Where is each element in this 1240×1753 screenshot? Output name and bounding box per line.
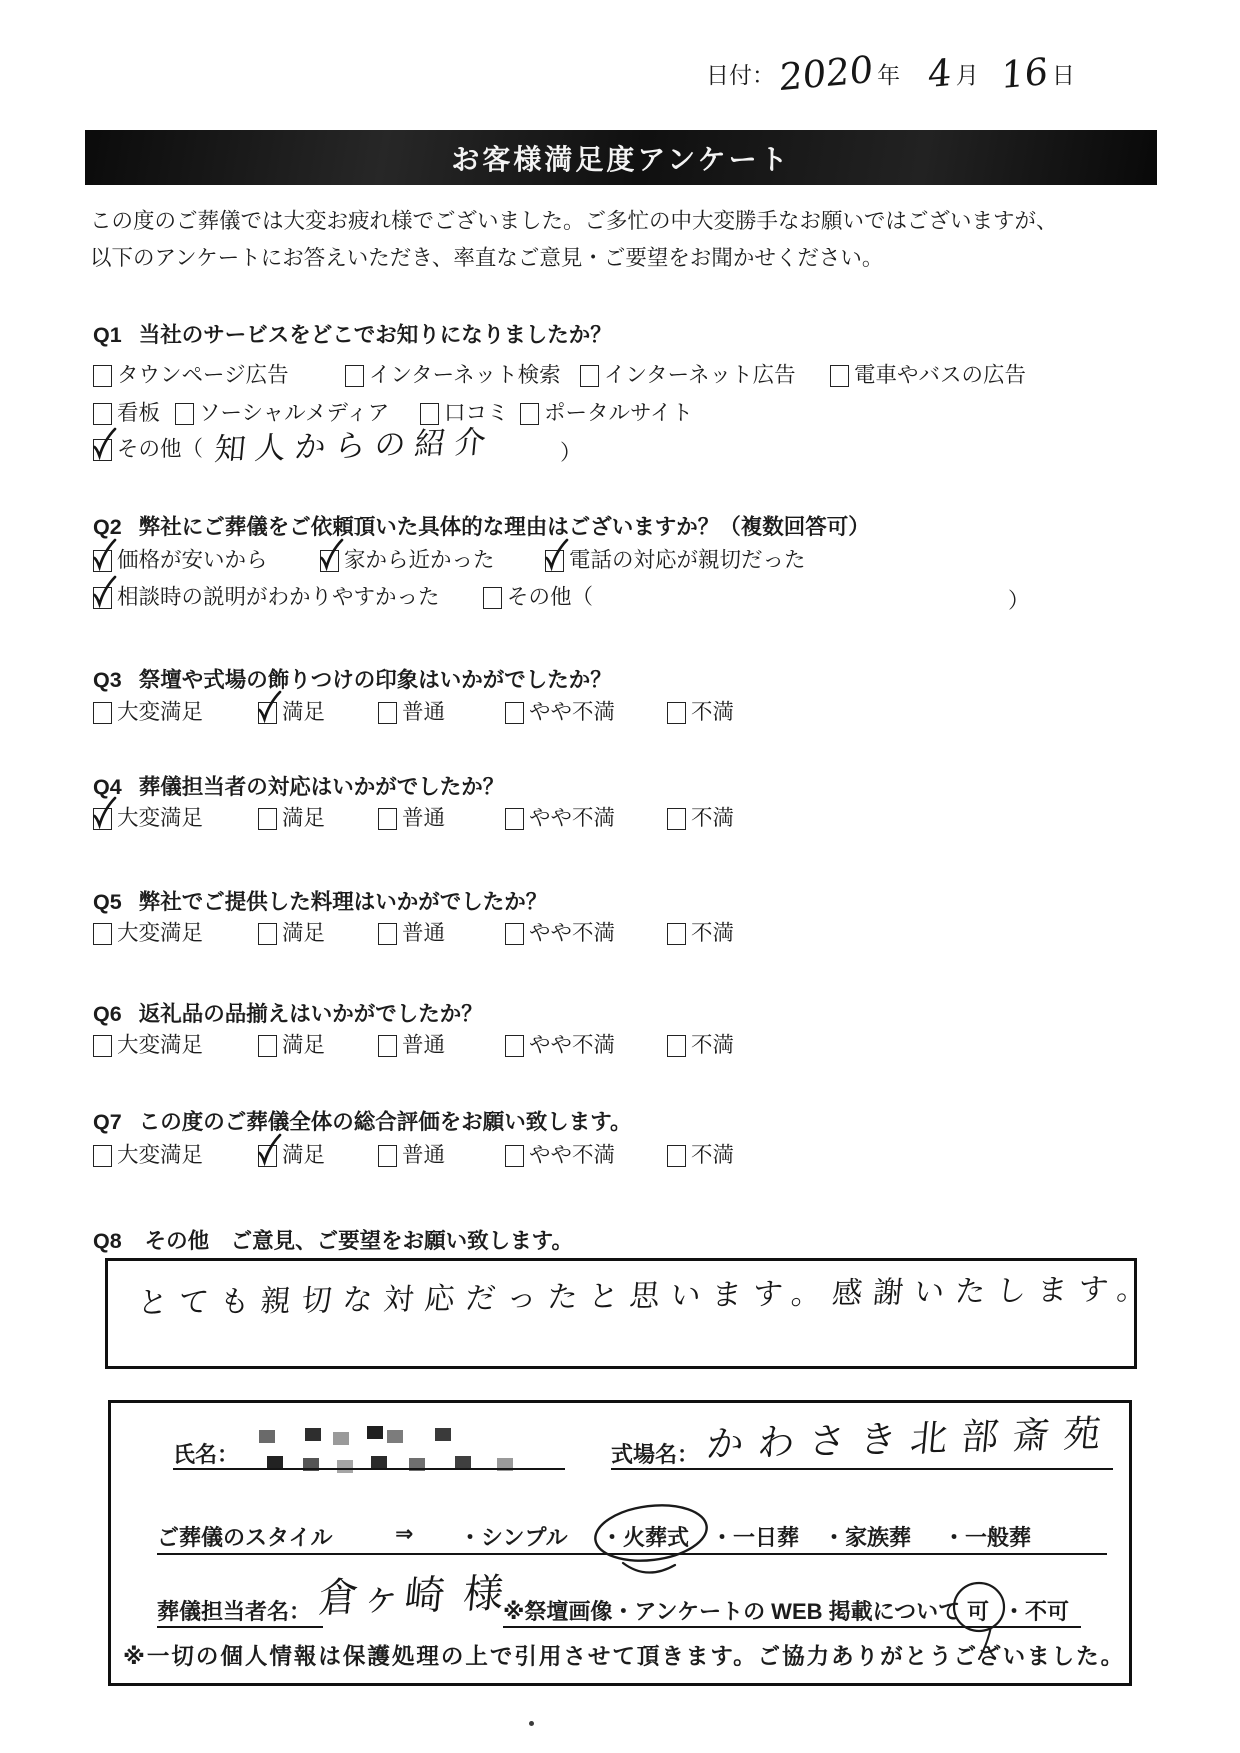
option-label: 看板 bbox=[117, 401, 161, 425]
checkbox-option bbox=[258, 699, 325, 725]
option-label: ソーシャルメディア bbox=[199, 401, 390, 425]
option-label: 大変満足 bbox=[117, 921, 204, 945]
checkbox[interactable] bbox=[93, 808, 112, 830]
option-label: 価格が安いから bbox=[117, 548, 268, 572]
checkbox[interactable] bbox=[258, 923, 277, 945]
style-option-simple[interactable]: ・シンプル bbox=[459, 1525, 568, 1550]
question-number: Q8 bbox=[93, 1229, 122, 1253]
director-label: 葬儀担当者名： bbox=[157, 1599, 312, 1624]
checkbox[interactable] bbox=[378, 1035, 397, 1057]
question-text: 葬儀担当者の対応はいかがでしたか？ bbox=[138, 775, 505, 799]
question-title bbox=[93, 510, 870, 541]
question-text: その他 ご意見、ご要望をお願い致します。 bbox=[144, 1229, 573, 1253]
checkbox-option bbox=[93, 1032, 203, 1058]
checkbox[interactable] bbox=[258, 1145, 277, 1167]
option-label: 電車やバスの広告 bbox=[854, 363, 1027, 387]
option-label: インターネット広告 bbox=[604, 363, 796, 387]
question-text: 祭壇や式場の飾りつけの印象はいかがでしたか？ bbox=[138, 668, 612, 692]
checkbox[interactable] bbox=[93, 587, 112, 609]
checkbox[interactable] bbox=[93, 550, 112, 572]
option-label: ポータルサイト bbox=[544, 401, 693, 425]
name-label: 氏名： bbox=[173, 1442, 240, 1467]
checkbox-option bbox=[667, 1142, 734, 1168]
checkbox[interactable] bbox=[667, 702, 686, 724]
check-mark bbox=[255, 1131, 283, 1169]
checkbox[interactable] bbox=[175, 403, 194, 425]
option-label: 不満 bbox=[691, 1033, 735, 1057]
option-label: 普通 bbox=[402, 806, 446, 830]
style-arrow: ⇒ bbox=[395, 1521, 414, 1546]
checkbox[interactable] bbox=[378, 1145, 397, 1167]
checkbox-option bbox=[545, 547, 806, 573]
footer-row-style bbox=[111, 1521, 1129, 1561]
page-title: お客様満足度アンケート bbox=[451, 143, 791, 175]
style-option-family[interactable]: ・家族葬 bbox=[823, 1525, 912, 1550]
option-label: 電話の対応が親切だった bbox=[569, 548, 806, 572]
checkbox-option bbox=[258, 1032, 325, 1058]
checkbox-option bbox=[378, 1142, 445, 1168]
option-label: 大変満足 bbox=[117, 1143, 204, 1167]
option-label: 家から近かった bbox=[344, 548, 495, 572]
question-title bbox=[93, 318, 612, 349]
date-line bbox=[706, 47, 1075, 100]
checkbox-option bbox=[505, 699, 615, 725]
checkbox[interactable] bbox=[258, 808, 277, 830]
checkbox-option bbox=[667, 805, 734, 831]
checkbox[interactable] bbox=[545, 550, 564, 572]
date-year-handwritten: 2020 bbox=[778, 47, 875, 100]
checkbox-option bbox=[378, 805, 445, 831]
checkbox[interactable] bbox=[93, 1035, 112, 1057]
question-number: Q2 bbox=[93, 515, 122, 539]
checkbox[interactable] bbox=[258, 702, 277, 724]
option-label: 満足 bbox=[282, 700, 326, 724]
style-label: ご葬儀のスタイル bbox=[157, 1525, 333, 1550]
web-ok-option[interactable]: 可 bbox=[967, 1599, 990, 1624]
option-label: 満足 bbox=[282, 806, 326, 830]
option-label: 大変満足 bbox=[117, 806, 204, 830]
checkbox-option bbox=[378, 699, 445, 725]
question-text: 返礼品の品揃えはいかがでしたか？ bbox=[138, 1002, 483, 1026]
question-title bbox=[93, 1224, 573, 1255]
checkbox-option bbox=[258, 1142, 325, 1168]
question-title bbox=[93, 885, 547, 916]
checkbox[interactable] bbox=[505, 702, 524, 724]
checkbox[interactable] bbox=[93, 702, 112, 724]
option-label: 普通 bbox=[402, 1033, 446, 1057]
date-month-unit: 月 bbox=[955, 63, 979, 88]
option-label: 普通 bbox=[402, 1143, 446, 1167]
checkbox-option bbox=[505, 1142, 615, 1168]
handwritten-answer: 知人からの紹介 bbox=[212, 424, 497, 469]
checkbox-option bbox=[93, 1142, 203, 1168]
checkbox[interactable] bbox=[378, 808, 397, 830]
date-month-handwritten: 4 bbox=[927, 50, 953, 97]
checkbox-option bbox=[378, 920, 445, 946]
web-ng-option[interactable]: ・不可 bbox=[1003, 1599, 1070, 1624]
checkbox[interactable] bbox=[93, 439, 112, 461]
option-label: やや不満 bbox=[529, 700, 616, 724]
scan-artifact-dot bbox=[529, 1721, 534, 1726]
checkbox[interactable] bbox=[520, 403, 539, 425]
option-label: やや不満 bbox=[529, 1143, 616, 1167]
checkbox[interactable] bbox=[320, 550, 339, 572]
checkbox[interactable] bbox=[93, 403, 112, 425]
check-mark bbox=[542, 536, 570, 574]
checkbox[interactable] bbox=[378, 923, 397, 945]
date-day-handwritten: 16 bbox=[999, 49, 1049, 98]
footer-row-privacy bbox=[123, 1639, 1125, 1671]
close-paren: ） bbox=[1008, 589, 1030, 613]
checkbox[interactable] bbox=[505, 1035, 524, 1057]
option-label: 満足 bbox=[282, 1143, 326, 1167]
date-year-unit: 年 bbox=[877, 63, 901, 88]
checkbox-option bbox=[93, 920, 203, 946]
date-day-unit: 日 bbox=[1051, 63, 1075, 88]
question-text: 弊社でご提供した料理はいかがでしたか？ bbox=[138, 890, 548, 914]
cremation-circle-annotation bbox=[589, 1501, 725, 1585]
checkbox-option bbox=[93, 436, 203, 462]
checkbox-option bbox=[345, 362, 561, 388]
web-permission-label: ※祭壇画像・アンケートの WEB 掲載について bbox=[503, 1599, 961, 1624]
option-label: 不満 bbox=[691, 1143, 735, 1167]
title-banner bbox=[85, 130, 1157, 185]
option-label: その他（ bbox=[117, 437, 204, 461]
checkbox[interactable] bbox=[667, 923, 686, 945]
style-option-cremation[interactable]: ・火葬式 bbox=[601, 1525, 690, 1550]
checkbox-option bbox=[320, 547, 495, 573]
checkbox-option bbox=[483, 584, 593, 610]
privacy-note: ※一切の個人情報は保護処理の上で引用させて頂きます。ご協力ありがとうございました。 bbox=[123, 1644, 1126, 1669]
question-number: Q1 bbox=[93, 323, 122, 347]
venue-underline bbox=[611, 1468, 1113, 1470]
option-label: 満足 bbox=[282, 921, 326, 945]
option-label: 相談時の説明がわかりやすかった bbox=[117, 585, 440, 609]
checkbox-option bbox=[667, 1032, 734, 1058]
checkbox-option bbox=[378, 1032, 445, 1058]
option-label: やや不満 bbox=[529, 806, 616, 830]
director-value-handwritten: 倉ヶ崎 様 bbox=[316, 1570, 509, 1623]
option-label: タウンページ広告 bbox=[117, 363, 289, 387]
checkbox[interactable] bbox=[580, 365, 599, 387]
question-number: Q5 bbox=[93, 890, 122, 914]
question-number: Q4 bbox=[93, 775, 122, 799]
checkbox-option bbox=[93, 584, 440, 610]
checkbox-option bbox=[258, 920, 325, 946]
question-title bbox=[93, 997, 483, 1028]
question-title bbox=[93, 663, 612, 694]
checkbox[interactable] bbox=[378, 702, 397, 724]
footer-row-director bbox=[111, 1570, 1129, 1639]
checkbox-option bbox=[667, 699, 734, 725]
checkbox[interactable] bbox=[483, 587, 502, 609]
style-option-general[interactable]: ・一般葬 bbox=[943, 1525, 1032, 1550]
checkbox[interactable] bbox=[667, 1035, 686, 1057]
checkbox[interactable] bbox=[667, 1145, 686, 1167]
intro-paragraph bbox=[90, 203, 1150, 277]
checkbox-option bbox=[93, 362, 289, 388]
checkbox-option bbox=[93, 400, 160, 426]
style-option-oneday[interactable]: ・一日葬 bbox=[711, 1525, 800, 1550]
checkbox[interactable] bbox=[505, 923, 524, 945]
checkbox[interactable] bbox=[830, 365, 849, 387]
checkbox[interactable] bbox=[667, 808, 686, 830]
name-underline bbox=[173, 1468, 565, 1470]
checkbox-option bbox=[505, 1032, 615, 1058]
option-label: 不満 bbox=[691, 921, 735, 945]
option-label: 大変満足 bbox=[117, 700, 204, 724]
intro-line-1: この度のご葬儀では大変お疲れ様でございました。ご多忙の中大変勝手なお願いではございますが、 bbox=[90, 209, 1058, 233]
option-label: 口コミ bbox=[444, 401, 509, 425]
close-paren: ） bbox=[560, 441, 582, 465]
question-number: Q7 bbox=[93, 1110, 122, 1134]
checkbox-option bbox=[505, 805, 615, 831]
option-label: 満足 bbox=[282, 1033, 326, 1057]
venue-label: 式場名： bbox=[611, 1442, 700, 1467]
checkbox-option bbox=[505, 920, 615, 946]
venue-value-handwritten: かわさき北部斎苑 bbox=[704, 1411, 1117, 1467]
option-label: 大変満足 bbox=[117, 1033, 204, 1057]
checkbox[interactable] bbox=[93, 923, 112, 945]
question-title bbox=[93, 770, 504, 801]
checkbox[interactable] bbox=[505, 808, 524, 830]
date-label: 日付： bbox=[706, 63, 775, 88]
check-mark bbox=[255, 688, 283, 726]
option-label: インターネット検索 bbox=[369, 363, 561, 387]
check-mark bbox=[90, 573, 118, 611]
name-redacted-mosaic bbox=[241, 1424, 491, 1470]
option-label: やや不満 bbox=[529, 1033, 616, 1057]
check-mark bbox=[317, 536, 345, 574]
option-label: その他（ bbox=[507, 585, 594, 609]
checkbox[interactable] bbox=[345, 365, 364, 387]
handwritten-comment: とても親切な対応だったと思います。感謝いたします。 bbox=[136, 1271, 1160, 1322]
option-label: 普通 bbox=[402, 921, 446, 945]
option-label: やや不満 bbox=[529, 921, 616, 945]
intro-line-2: 以下のアンケートにお答えいただき、率直なご意見・ご要望をお聞かせください。 bbox=[90, 246, 884, 270]
option-label: 不満 bbox=[691, 806, 735, 830]
option-label: 不満 bbox=[691, 700, 735, 724]
director-underline bbox=[157, 1626, 323, 1628]
checkbox-option bbox=[830, 362, 1026, 388]
footer-row-name bbox=[111, 1411, 1129, 1488]
question-text: この度のご葬儀全体の総合評価をお願い致します。 bbox=[138, 1110, 632, 1134]
checkbox-option bbox=[520, 400, 693, 426]
check-mark bbox=[90, 794, 118, 832]
checkbox-option bbox=[580, 362, 796, 388]
checkbox-option bbox=[93, 805, 203, 831]
checkbox[interactable] bbox=[93, 1145, 112, 1167]
question-text: 当社のサービスをどこでお知りになりましたか？ bbox=[138, 323, 612, 347]
footer-info-box bbox=[108, 1400, 1132, 1686]
checkbox-option bbox=[258, 805, 325, 831]
checkbox-option bbox=[93, 547, 268, 573]
question-number: Q6 bbox=[93, 1002, 122, 1026]
question-title bbox=[93, 1105, 631, 1136]
check-mark bbox=[90, 425, 118, 463]
check-mark bbox=[90, 536, 118, 574]
checkbox[interactable] bbox=[505, 1145, 524, 1167]
question-text: 弊社にご葬儀をご依頼頂いた具体的な理由はございますか？（複数回答可） bbox=[138, 515, 870, 539]
checkbox-option bbox=[93, 699, 203, 725]
checkbox[interactable] bbox=[258, 1035, 277, 1057]
question-number: Q3 bbox=[93, 668, 122, 692]
checkbox-option bbox=[667, 920, 734, 946]
option-label: 普通 bbox=[402, 700, 446, 724]
checkbox[interactable] bbox=[93, 365, 112, 387]
